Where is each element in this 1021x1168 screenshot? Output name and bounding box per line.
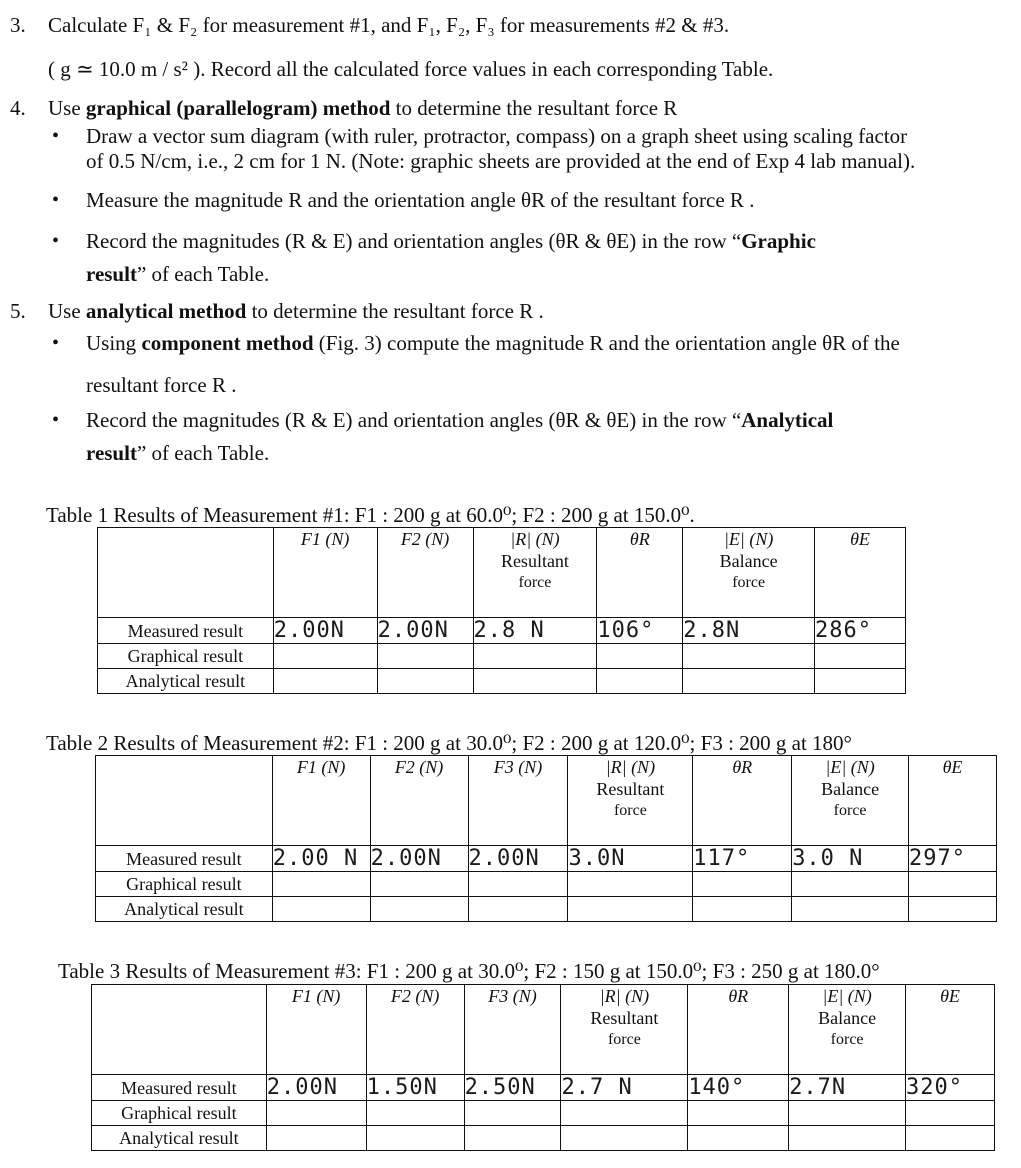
table-3-header-resultant: [561, 985, 688, 1075]
row-label: Graphical result: [98, 644, 274, 669]
table-2-header-r: |R| (N): [605, 757, 656, 777]
cell[interactable]: [272, 897, 370, 922]
cell[interactable]: 140°: [688, 1075, 789, 1101]
cell[interactable]: 2.50N: [464, 1075, 561, 1101]
row-label: Graphical result: [92, 1101, 267, 1126]
cell[interactable]: [909, 872, 997, 897]
cell[interactable]: [366, 1101, 464, 1126]
step-4-lead: Use: [48, 96, 86, 120]
table-3-caption: Table 3 Results of Measurement #3: F1 : 200 g at 30.0⁰; F2 : 150 g at 150.0⁰; F3 : 250 g at 180.0°: [58, 959, 880, 983]
row-label: Graphical result: [96, 872, 273, 897]
table-3: [91, 984, 995, 1151]
step-5-component-method: component method: [141, 331, 314, 355]
cell[interactable]: 106°: [597, 618, 683, 644]
table-1: [97, 527, 906, 694]
cell[interactable]: [792, 897, 909, 922]
table-2-header-theta-e: θE: [909, 756, 997, 846]
cell[interactable]: 1.50N: [366, 1075, 464, 1101]
cell[interactable]: [693, 897, 792, 922]
table-row: [92, 1075, 995, 1101]
step-4-bullet-3-tail: ” of each Table.: [136, 262, 270, 286]
step-5-bullet-1-line-1: [86, 330, 900, 356]
step-5-bullet-1-lead: Using: [86, 331, 142, 355]
cell[interactable]: 3.0 N: [792, 846, 909, 872]
cell[interactable]: [568, 872, 693, 897]
step-4-bullet-1-line-1: Draw a vector sum diagram (with ruler, protractor, compass) on a graph sheet using scaling factor: [86, 124, 908, 148]
row-label: Measured result: [98, 618, 274, 644]
cell[interactable]: 2.7N: [789, 1075, 906, 1101]
table-row: [96, 872, 997, 897]
table-3-header-f2: F2 (N): [366, 985, 464, 1075]
table-2-header-resultant: [568, 756, 693, 846]
step-5-bullet-2-text: Record the magnitudes (R & E) and orientation angles (θR & θE) in the row “: [86, 408, 742, 432]
bullet-icon: •: [52, 125, 60, 147]
cell[interactable]: [473, 644, 597, 669]
row-label: Measured result: [92, 1075, 267, 1101]
table-1-corner: [98, 528, 274, 618]
cell[interactable]: [464, 1126, 561, 1151]
cell[interactable]: 2.00N: [266, 1075, 366, 1101]
table-2-header-f2: F2 (N): [370, 756, 468, 846]
step-4-tail: to determine the resultant force R: [390, 96, 678, 120]
table-3-header-r: |R| (N): [599, 986, 650, 1006]
row-label: Analytical result: [92, 1126, 267, 1151]
cell[interactable]: [377, 644, 473, 669]
cell[interactable]: [815, 644, 906, 669]
step-5-row-name-cont: result: [86, 441, 137, 465]
cell[interactable]: [377, 669, 473, 694]
table-1-header-f1: F1 (N): [273, 528, 377, 618]
table-3-balance-label: Balance: [818, 1008, 877, 1028]
step-5-lead: Use: [48, 299, 86, 323]
step-4-bullet-3-line-1: [86, 228, 816, 254]
cell[interactable]: [792, 872, 909, 897]
step-5-heading: [48, 298, 544, 324]
cell[interactable]: [906, 1126, 995, 1151]
cell[interactable]: [693, 872, 792, 897]
step-4-heading: [48, 95, 677, 121]
table-2-resultant-sub: force: [613, 802, 647, 819]
cell[interactable]: [597, 669, 683, 694]
table-2: [95, 755, 997, 922]
cell[interactable]: [464, 1101, 561, 1126]
table-3-header-f1: F1 (N): [266, 985, 366, 1075]
table-row: [92, 1126, 995, 1151]
table-3-header-theta-e: θE: [906, 985, 995, 1075]
row-label: Analytical result: [98, 669, 274, 694]
cell[interactable]: 297°: [909, 846, 997, 872]
cell[interactable]: [273, 669, 377, 694]
cell[interactable]: 2.00N: [377, 618, 473, 644]
table-2-header-balance: [792, 756, 909, 846]
cell[interactable]: [789, 1101, 906, 1126]
step-5-number: 5.: [10, 299, 26, 323]
cell[interactable]: 286°: [815, 618, 906, 644]
table-3-header-theta-r: θR: [688, 985, 789, 1075]
step-5-tail: to determine the resultant force R .: [246, 299, 544, 323]
cell[interactable]: 2.00N: [370, 846, 468, 872]
table-row: [96, 897, 997, 922]
table-row: [96, 846, 997, 872]
table-1-header-resultant: [473, 528, 597, 618]
cell[interactable]: 320°: [906, 1075, 995, 1101]
bullet-icon: •: [52, 332, 60, 354]
cell[interactable]: [688, 1126, 789, 1151]
cell[interactable]: [273, 644, 377, 669]
table-1-header-balance: [683, 528, 815, 618]
step-5-method-name: analytical method: [85, 299, 247, 323]
table-3-resultant-label: Resultant: [590, 1008, 659, 1028]
cell[interactable]: [272, 872, 370, 897]
table-3-balance-sub: force: [830, 1031, 864, 1048]
table-1-balance-label: Balance: [719, 551, 778, 571]
table-1-header-theta-r: θR: [597, 528, 683, 618]
row-label: Analytical result: [96, 897, 273, 922]
cell[interactable]: [789, 1126, 906, 1151]
step-5-bullet-2-tail: ” of each Table.: [136, 441, 270, 465]
step-5-row-name: Analytical: [741, 408, 834, 432]
cell[interactable]: [815, 669, 906, 694]
step-4-row-name-cont: result: [86, 262, 137, 286]
row-label: Measured result: [96, 846, 273, 872]
cell[interactable]: 2.00N: [273, 618, 377, 644]
cell[interactable]: [683, 669, 815, 694]
table-1-caption: Table 1 Results of Measurement #1: F1 : 200 g at 60.0⁰; F2 : 200 g at 150.0⁰.: [46, 503, 695, 527]
table-3-resultant-sub: force: [607, 1031, 641, 1048]
table-2-header-f1: F1 (N): [272, 756, 370, 846]
cell[interactable]: [468, 872, 568, 897]
table-1-header-r: |R| (N): [510, 529, 560, 549]
cell[interactable]: [906, 1101, 995, 1126]
step-4-bullet-3-line-2: [86, 261, 269, 287]
step-4-method-name: graphical (parallelogram) method: [85, 96, 391, 120]
table-2-balance-sub: force: [833, 802, 867, 819]
cell[interactable]: [266, 1101, 366, 1126]
table-2-header-e: |E| (N): [825, 757, 875, 777]
step-3-line-1: Calculate F₁ & F₂ for measurement #1, and F₁, F₂, F₃ for measurements #2 & #3.: [48, 13, 730, 37]
step-5-bullet-2-line-1: [86, 407, 833, 433]
cell[interactable]: [370, 897, 468, 922]
table-1-header-theta-e: θE: [815, 528, 906, 618]
table-3-corner: [92, 985, 267, 1075]
table-1-resultant-label: Resultant: [500, 551, 569, 571]
step-3-number: 3.: [10, 13, 26, 37]
cell[interactable]: [909, 897, 997, 922]
cell[interactable]: [561, 1126, 688, 1151]
step-4-bullet-3-text: Record the magnitudes (R & E) and orientation angles (θR & θE) in the row “: [86, 229, 742, 253]
cell[interactable]: 2.00N: [468, 846, 568, 872]
table-2-header-f3: F3 (N): [468, 756, 568, 846]
cell[interactable]: 2.7 N: [561, 1075, 688, 1101]
step-4-row-name: Graphic: [741, 229, 816, 253]
table-1-header-e: |E| (N): [723, 529, 774, 549]
step-4-number: 4.: [10, 96, 26, 120]
table-2-corner: [96, 756, 273, 846]
table-1-balance-sub: force: [732, 574, 766, 591]
step-4-bullet-1-line-2: of 0.5 N/cm, i.e., 2 cm for 1 N. (Note: graphic sheets are provided at the end of Exp 4 lab manual).: [86, 149, 916, 173]
cell[interactable]: 3.0N: [568, 846, 693, 872]
table-2-balance-label: Balance: [821, 779, 880, 799]
step-3-line-2: ( g ≃ 10.0 m / s² ). Record all the calculated force values in each corresponding Table.: [48, 57, 774, 81]
cell[interactable]: [370, 872, 468, 897]
cell[interactable]: [366, 1126, 464, 1151]
table-2-caption: Table 2 Results of Measurement #2: F1 : 200 g at 30.0⁰; F2 : 200 g at 120.0⁰; F3 : 200 g at 180°: [46, 731, 852, 755]
cell[interactable]: [688, 1101, 789, 1126]
cell[interactable]: 2.8 N: [473, 618, 597, 644]
cell[interactable]: 2.00 N: [272, 846, 370, 872]
table-row: [98, 644, 906, 669]
table-1-resultant-sub: force: [518, 574, 552, 591]
step-4-bullet-2: Measure the magnitude R and the orientation angle θR of the resultant force R .: [86, 188, 755, 212]
table-row: [92, 1101, 995, 1126]
step-5-bullet-1-tail: (Fig. 3) compute the magnitude R and the orientation angle θR of the: [313, 331, 900, 355]
bullet-icon: •: [52, 189, 60, 211]
cell[interactable]: 117°: [693, 846, 792, 872]
bullet-icon: •: [52, 409, 60, 431]
cell[interactable]: [561, 1101, 688, 1126]
cell[interactable]: [597, 644, 683, 669]
table-3-header-balance: [789, 985, 906, 1075]
bullet-icon: •: [52, 230, 60, 252]
table-row: [98, 669, 906, 694]
table-3-header-f3: F3 (N): [464, 985, 561, 1075]
cell[interactable]: [468, 897, 568, 922]
table-3-header-e: |E| (N): [822, 986, 872, 1006]
step-5-bullet-1-line-2: resultant force R .: [86, 373, 237, 397]
table-1-header-f2: F2 (N): [377, 528, 473, 618]
table-2-header-theta-r: θR: [693, 756, 792, 846]
cell[interactable]: [683, 644, 815, 669]
cell[interactable]: [568, 897, 693, 922]
table-2-resultant-label: Resultant: [596, 779, 665, 799]
cell[interactable]: [473, 669, 597, 694]
cell[interactable]: 2.8N: [683, 618, 815, 644]
cell[interactable]: [266, 1126, 366, 1151]
step-5-bullet-2-line-2: [86, 440, 269, 466]
table-row: [98, 618, 906, 644]
